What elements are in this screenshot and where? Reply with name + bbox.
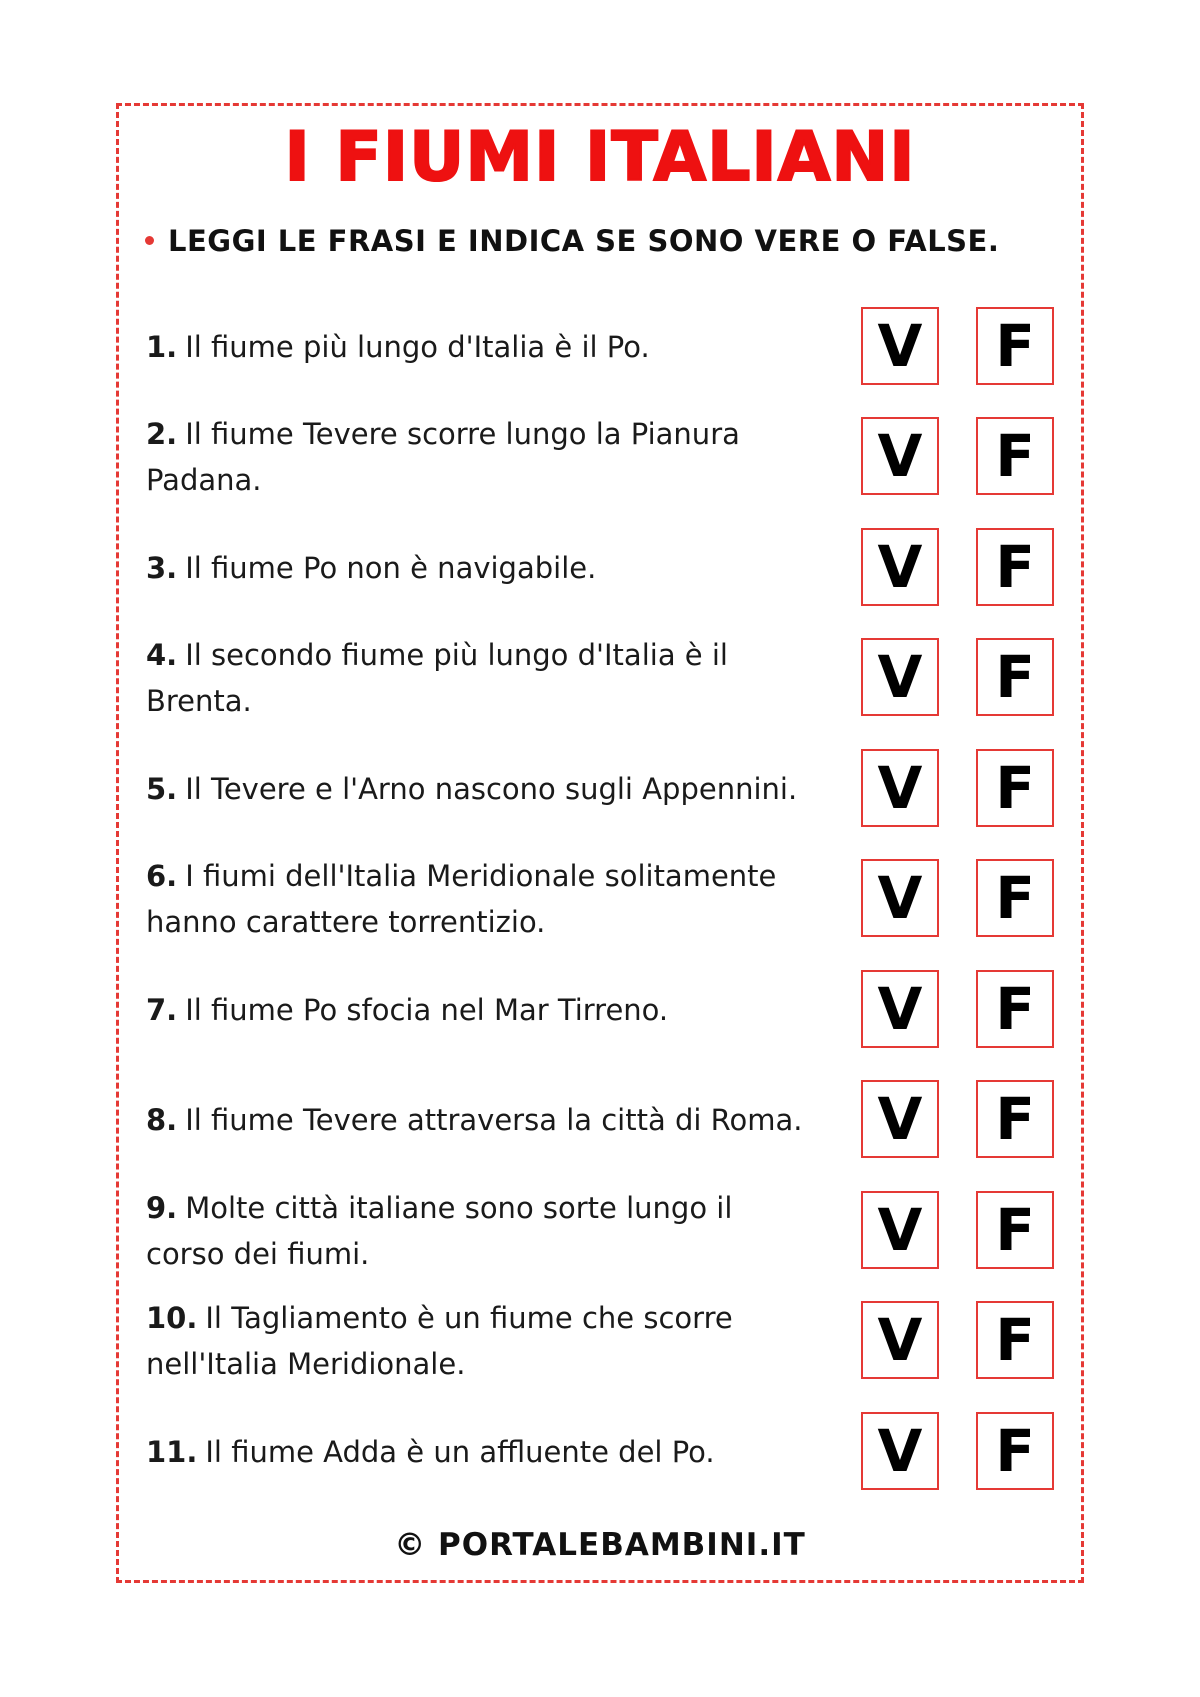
question-number: 3. (146, 551, 178, 585)
question-number: 6. (146, 859, 178, 893)
true-box-11[interactable]: V (861, 1412, 939, 1490)
false-box-3[interactable]: F (976, 528, 1054, 606)
instruction (145, 224, 999, 258)
question-3 (146, 528, 806, 608)
question-number: 7. (146, 993, 178, 1027)
true-box-6[interactable]: V (861, 859, 939, 937)
question-number: 9. (146, 1191, 178, 1225)
question-text: Il fiume Tevere scorre lungo la Pianura Padana. (146, 417, 740, 497)
false-box-10[interactable]: F (976, 1301, 1054, 1379)
question-text: Il Tagliamento è un fiume che scorre nell'Italia Meridionale. (146, 1301, 733, 1381)
question-text: Il secondo fiume più lungo d'Italia è il Brenta. (146, 638, 728, 718)
true-box-2[interactable]: V (861, 417, 939, 495)
question-2 (146, 417, 806, 497)
question-text: Molte città italiane sono sorte lungo il corso dei fiumi. (146, 1191, 733, 1271)
true-box-9[interactable]: V (861, 1191, 939, 1269)
question-text: Il fiume Adda è un affluente del Po. (205, 1435, 715, 1469)
question-number: 4. (146, 638, 178, 672)
true-box-1[interactable]: V (861, 307, 939, 385)
true-box-5[interactable]: V (861, 749, 939, 827)
question-number: 1. (146, 330, 178, 364)
false-box-6[interactable]: F (976, 859, 1054, 937)
question-text: I fiumi dell'Italia Meridionale solitamente hanno carattere torrentizio. (146, 859, 777, 939)
question-9 (146, 1191, 806, 1271)
question-10 (146, 1301, 806, 1381)
false-box-8[interactable]: F (976, 1080, 1054, 1158)
false-box-9[interactable]: F (976, 1191, 1054, 1269)
true-box-3[interactable]: V (861, 528, 939, 606)
true-box-4[interactable]: V (861, 638, 939, 716)
page-title: I FIUMI ITALIANI (284, 118, 916, 197)
footer-copyright: © PORTALEBAMBINI.IT (394, 1527, 806, 1563)
question-text: Il fiume Tevere attraversa la città di Roma. (185, 1103, 803, 1137)
question-11 (146, 1412, 806, 1492)
question-4 (146, 638, 806, 718)
question-number: 8. (146, 1103, 178, 1137)
false-box-1[interactable]: F (976, 307, 1054, 385)
instruction-text: LEGGI LE FRASI E INDICA SE SONO VERE O FALSE. (168, 224, 1000, 258)
true-box-8[interactable]: V (861, 1080, 939, 1158)
question-number: 11. (146, 1435, 198, 1469)
question-number: 2. (146, 417, 178, 451)
question-1 (146, 307, 806, 387)
false-box-4[interactable]: F (976, 638, 1054, 716)
false-box-11[interactable]: F (976, 1412, 1054, 1490)
false-box-5[interactable]: F (976, 749, 1054, 827)
question-text: Il fiume più lungo d'Italia è il Po. (185, 330, 650, 364)
true-box-10[interactable]: V (861, 1301, 939, 1379)
false-box-7[interactable]: F (976, 970, 1054, 1048)
question-6 (146, 859, 806, 939)
question-number: 10. (146, 1301, 198, 1335)
question-5 (146, 749, 806, 829)
bullet-icon (145, 236, 154, 245)
question-number: 5. (146, 772, 178, 806)
false-box-2[interactable]: F (976, 417, 1054, 495)
question-8 (146, 1080, 806, 1160)
question-text: Il fiume Po sfocia nel Mar Tirreno. (185, 993, 669, 1027)
question-text: Il Tevere e l'Arno nascono sugli Appennini. (185, 772, 798, 806)
question-7 (146, 970, 806, 1050)
true-box-7[interactable]: V (861, 970, 939, 1048)
question-text: Il fiume Po non è navigabile. (185, 551, 597, 585)
